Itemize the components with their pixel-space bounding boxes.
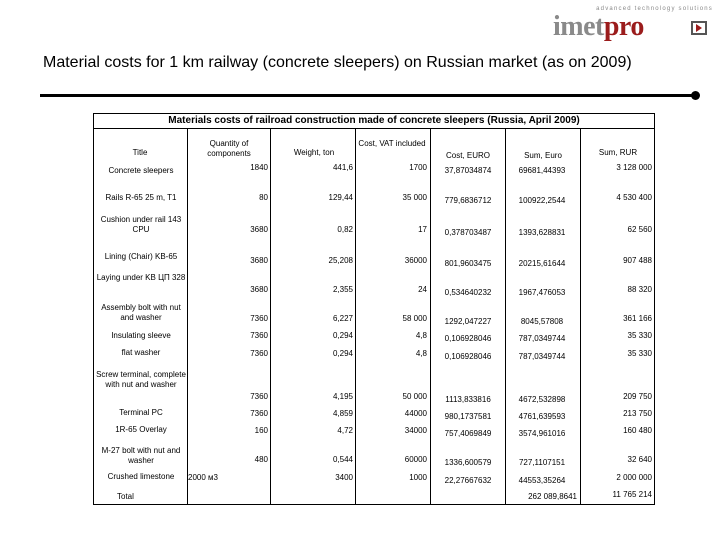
cell-quantity: 7360 xyxy=(250,409,268,418)
slide-title: Material costs for 1 km railway (concrete sleepers) on Russian market (as on 2009) xyxy=(43,54,632,71)
cell-sum-euro: 787,0349744 xyxy=(518,352,566,361)
cell-sum-euro: 787,0349744 xyxy=(518,334,566,343)
header-cost-euro: Cost, EURO xyxy=(445,151,490,160)
total-sum-rur: 11 765 214 xyxy=(612,490,652,499)
cell-quantity: 480 xyxy=(254,455,268,464)
cell-title: Insulating sleeve xyxy=(111,331,171,340)
column-divider xyxy=(430,128,431,505)
cell-sum-rur: 4 530 400 xyxy=(616,193,652,202)
header-sum-rur: Sum, RUR xyxy=(598,148,638,157)
total-sum-euro: 262 089,8641 xyxy=(528,492,577,501)
cell-cost-euro: 0,106928046 xyxy=(444,334,492,343)
cell-quantity: 7360 xyxy=(250,392,268,401)
cell-quantity: 1840 xyxy=(250,163,268,172)
cell-weight: 2,355 xyxy=(332,285,353,294)
header-title: Title xyxy=(132,148,148,157)
cell-title: Rails R-65 25 m, T1 xyxy=(105,193,177,202)
cell-cost-euro: 1292,047227 xyxy=(444,317,492,326)
column-divider xyxy=(187,128,188,505)
cell-title: Screw terminal, complete with nut and washer xyxy=(96,370,186,389)
cell-sum-rur: 3 128 000 xyxy=(616,163,652,172)
cell-weight: 3400 xyxy=(335,473,353,482)
cell-sum-rur: 35 330 xyxy=(627,349,652,358)
cell-sum-euro: 4672,532898 xyxy=(518,395,566,404)
column-divider xyxy=(355,128,356,505)
cell-quantity: 3680 xyxy=(250,256,268,265)
column-divider xyxy=(580,128,581,505)
cell-cost-euro: 0,534640232 xyxy=(444,288,492,297)
cell-cost-vat: 36000 xyxy=(404,256,427,265)
cell-cost-euro: 0,378703487 xyxy=(444,228,492,237)
cell-cost-vat: 35 000 xyxy=(402,193,427,202)
cell-sum-rur: 2 000 000 xyxy=(616,473,652,482)
cell-sum-euro: 69681,44393 xyxy=(518,166,566,175)
cell-cost-euro: 22,27667632 xyxy=(444,476,492,485)
cell-title: Crushed limestone xyxy=(107,472,175,481)
header-weight: Weight, ton xyxy=(293,148,335,157)
cell-quantity: 160 xyxy=(254,426,268,435)
cell-title: Laying under KB ЦП 328 xyxy=(96,273,186,282)
cell-sum-rur: 35 330 xyxy=(627,331,652,340)
column-divider xyxy=(505,128,506,505)
cell-quantity: 80 xyxy=(259,193,268,202)
cell-cost-vat: 1000 xyxy=(409,473,427,482)
cell-sum-euro: 1393,628831 xyxy=(518,228,566,237)
cell-cost-euro: 0,106928046 xyxy=(444,352,492,361)
cell-weight: 0,544 xyxy=(332,455,353,464)
cell-quantity: 2000 м3 xyxy=(188,473,218,482)
cell-sum-euro: 1967,476053 xyxy=(518,288,566,297)
cell-weight: 0,294 xyxy=(332,331,353,340)
cell-title: Cushion under rail 143 CPU xyxy=(100,215,182,234)
logo-wordmark: imetpro xyxy=(553,11,644,42)
cell-sum-euro: 3574,961016 xyxy=(518,429,566,438)
cell-weight: 25,208 xyxy=(328,256,353,265)
cell-sum-rur: 32 640 xyxy=(627,455,652,464)
table-title-divider xyxy=(93,128,655,129)
cell-cost-euro: 1336,600579 xyxy=(444,458,492,467)
cell-weight: 4,195 xyxy=(332,392,353,401)
cell-quantity: 3680 xyxy=(250,225,268,234)
cell-cost-euro: 1113,833816 xyxy=(445,395,491,404)
cell-cost-vat: 60000 xyxy=(404,455,427,464)
header-quantity: Quantity of components xyxy=(207,139,251,158)
cell-weight: 441,6 xyxy=(332,163,353,172)
header-sum-euro: Sum, Euro xyxy=(524,151,562,160)
table-title: Materials costs of railroad construction made of concrete sleepers (Russia, April 2009) xyxy=(168,115,580,126)
cell-sum-euro: 100922,2544 xyxy=(518,196,566,205)
cell-cost-vat: 17 xyxy=(418,225,427,234)
cell-sum-euro: 44553,35264 xyxy=(518,476,566,485)
cell-sum-rur: 160 480 xyxy=(623,426,652,435)
cell-cost-vat: 50 000 xyxy=(402,392,427,401)
header-cost-vat: Cost, VAT included xyxy=(358,139,426,148)
cell-title: 1R-65 Overlay xyxy=(115,425,167,434)
cell-weight: 129,44 xyxy=(328,193,353,202)
cell-title: Assembly bolt with nut and washer xyxy=(101,303,181,322)
cell-sum-rur: 62 560 xyxy=(627,225,652,234)
cell-cost-euro: 980,1737581 xyxy=(444,412,492,421)
cell-sum-rur: 361 166 xyxy=(623,314,652,323)
cell-quantity: 3680 xyxy=(250,285,268,294)
cell-weight: 4,72 xyxy=(337,426,353,435)
cell-title: Lining (Chair) KB-65 xyxy=(104,252,178,261)
cell-sum-euro: 8045,57808 xyxy=(520,317,564,326)
cell-weight: 0,82 xyxy=(337,225,353,234)
total-label: Total xyxy=(117,492,134,501)
cell-cost-euro: 757,4069849 xyxy=(444,429,492,438)
cell-title: M-27 bolt with nut and washer xyxy=(101,446,181,465)
cell-sum-rur: 907 488 xyxy=(623,256,652,265)
column-divider xyxy=(270,128,271,505)
cell-sum-rur: 88 320 xyxy=(627,285,652,294)
cell-sum-euro: 727,1107151 xyxy=(518,458,566,467)
cell-sum-euro: 20215,61644 xyxy=(518,259,566,268)
cell-cost-vat: 24 xyxy=(418,285,427,294)
cell-sum-rur: 213 750 xyxy=(623,409,652,418)
cell-quantity: 7360 xyxy=(250,331,268,340)
cell-sum-rur: 209 750 xyxy=(623,392,652,401)
cell-cost-vat: 34000 xyxy=(404,426,427,435)
cell-title: Terminal PC xyxy=(119,408,163,417)
cell-cost-vat: 4,8 xyxy=(415,349,427,358)
title-divider xyxy=(40,94,696,97)
cell-weight: 4,859 xyxy=(332,409,353,418)
cell-cost-vat: 4,8 xyxy=(415,331,427,340)
cell-weight: 0,294 xyxy=(332,349,353,358)
cell-cost-euro: 779,6836712 xyxy=(444,196,492,205)
cell-cost-euro: 801,9603475 xyxy=(444,259,492,268)
cell-title: Concrete sleepers xyxy=(108,166,174,175)
cell-quantity: 7360 xyxy=(250,314,268,323)
cell-title: flat washer xyxy=(121,348,161,357)
logo-tagline: advanced technology solutions xyxy=(596,6,713,12)
cell-cost-vat: 44000 xyxy=(404,409,427,418)
logo-arrow-icon xyxy=(691,21,707,35)
cell-sum-euro: 4761,639593 xyxy=(518,412,566,421)
cell-weight: 6,227 xyxy=(332,314,353,323)
cell-cost-vat: 1700 xyxy=(409,163,427,172)
cell-cost-vat: 58 000 xyxy=(402,314,427,323)
cell-quantity: 7360 xyxy=(250,349,268,358)
imetpro-logo xyxy=(553,6,713,46)
cell-cost-euro: 37,87034874 xyxy=(444,166,492,175)
